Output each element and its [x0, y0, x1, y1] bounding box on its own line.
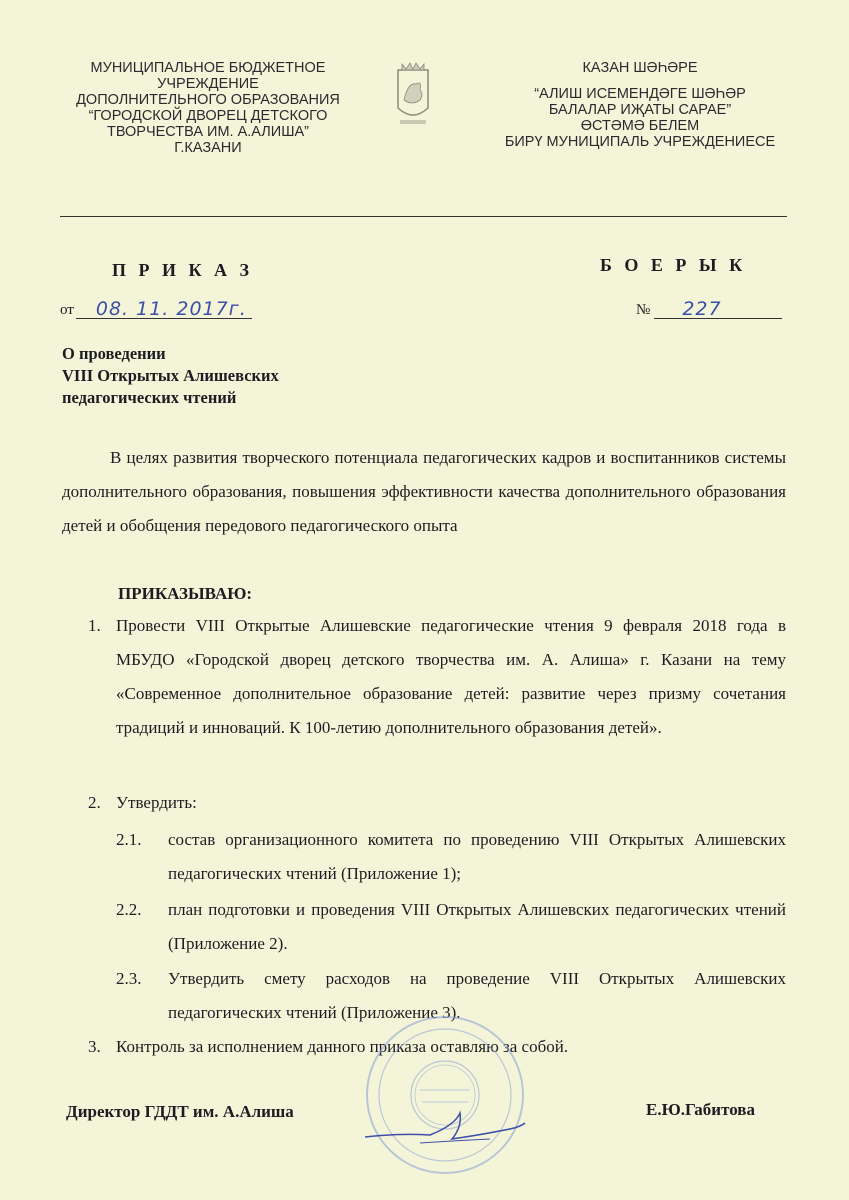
header-left-line: Г.КАЗАНИ	[174, 140, 242, 156]
subject-line: педагогических чтений	[62, 388, 237, 407]
list-item: Контроль за исполнением данного приказа оставляю за собой.	[116, 1037, 569, 1056]
header-right-line: КАЗАН ШӘҺӘРЕ	[582, 60, 698, 76]
number-prefix: №	[636, 302, 651, 318]
intro-paragraph: В целях развития творческого потенциала педагогических кадров и воспитанников системы дополнительного образования, повышения эффективности качества дополнительного образования детей и обобщения передового педагогического опыта	[62, 448, 786, 535]
header-left-line: “ГОРОДСКОЙ ДВОРЕЦ ДЕТСКОГО	[88, 108, 328, 124]
kazan-coat-of-arms-icon	[390, 60, 436, 130]
signatory-position: Директор ГДДТ им. А.Алиша	[66, 1102, 294, 1121]
item-number: 2.	[88, 793, 101, 812]
handwritten-date: 08. 11. 2017г.	[95, 298, 247, 320]
list-item: Провести VIII Открытые Алишевские педагогические чтения 9 февраля 2018 года в МБУДО «Городской дворец детского творчества им. А. Алиша» г. Казани на тему «Современное дополнительное образование детей: развитие через призму сочетания традиций и инноваций. К 100-летию дополнительного образования детей».	[116, 616, 786, 737]
item-number: 3.	[88, 1037, 101, 1056]
header-left-line: ТВОРЧЕСТВА ИМ. А.АЛИША”	[106, 124, 310, 140]
header-left-line: МУНИЦИПАЛЬНОЕ БЮДЖЕТНОЕ	[90, 60, 326, 76]
date-field	[60, 300, 252, 319]
list-item: состав организационного комитета по проведению VIII Открытых Алишевских педагогических чтений (Приложение 1);	[168, 830, 786, 883]
subject-line: О проведении	[62, 344, 166, 363]
subject-line: VIII Открытых Алишевских	[62, 366, 279, 385]
header-left-line: УЧРЕЖДЕНИЕ	[157, 76, 259, 92]
order-heading: ПРИКАЗЫВАЮ:	[118, 584, 253, 603]
header-right-line: “АЛИШ ИСЕМЕНДӘГЕ ШӘҺӘР	[534, 86, 746, 102]
order-subject	[62, 343, 279, 409]
handwritten-number: 227	[682, 298, 722, 320]
item-number: 2.3.	[116, 969, 142, 988]
list-item: план подготовки и проведения VIII Открытых Алишевских педагогических чтений (Приложение 2).	[168, 900, 786, 953]
list-item: Утвердить:	[116, 793, 197, 812]
document-title-russian: П Р И К А З	[112, 260, 254, 280]
item-number: 2.2.	[116, 900, 142, 919]
date-prefix: от	[60, 302, 74, 318]
number-field	[636, 300, 782, 319]
signatory-name: Е.Ю.Габитова	[646, 1100, 755, 1119]
header-right-line: БИРҮ МУНИЦИПАЛЬ УЧРЕЖДЕНИЕСЕ	[504, 134, 776, 150]
document-title-tatar: Б О Е Р Ы К	[600, 255, 747, 275]
item-number: 1.	[88, 616, 101, 635]
organization-name-russian	[40, 60, 376, 156]
header-left-line: ДОПОЛНИТЕЛЬНОГО ОБРАЗОВАНИЯ	[76, 92, 340, 108]
header-right-line: ӨСТӘМӘ БЕЛЕМ	[580, 118, 700, 134]
handwritten-signature-icon	[360, 1105, 530, 1155]
header-divider	[60, 216, 787, 217]
organization-name-tatar	[480, 60, 800, 150]
header-right-line: БАЛАЛАР ИҖАТЫ САРАЕ”	[548, 102, 732, 118]
item-number: 2.1.	[116, 830, 142, 849]
list-item: Утвердить смету расходов на проведение VIII Открытых Алишевских педагогических чтений (Приложение 3).	[168, 969, 786, 1022]
